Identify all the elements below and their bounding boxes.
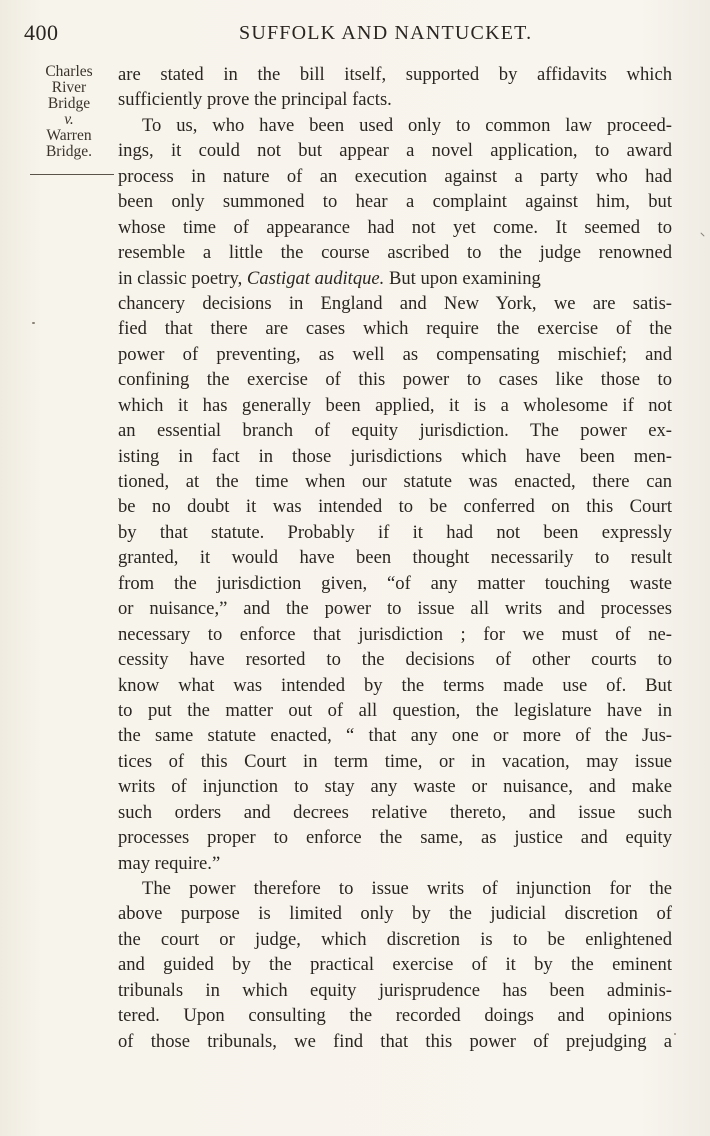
margin-note-line: Warren <box>46 127 92 144</box>
text-line: of those tribunals, we find that this power of prejudging a <box>118 1030 672 1052</box>
text-line: by that statute. Probably if it had not been expressly <box>118 521 672 543</box>
text-line: isting in fact in those jurisdictions which have been men- <box>118 445 672 467</box>
page-number: 400 <box>24 20 59 45</box>
paper-speck <box>32 322 35 324</box>
text-line: the same statute enacted, “ that any one or more of the Jus- <box>118 725 672 747</box>
margin-case-note <box>26 64 112 160</box>
text-line: chancery decisions in England and New York, we are satis- <box>118 292 672 314</box>
margin-note-line: v. <box>64 111 74 128</box>
text-line: may require.” <box>118 852 221 874</box>
text-line: from the jurisdiction given, “of any matter touching waste <box>118 572 672 594</box>
margin-note-line: Bridge <box>47 95 91 112</box>
margin-divider <box>30 174 114 175</box>
paper-speck <box>674 1033 676 1035</box>
text-line: fied that there are cases which require the exercise of the <box>118 318 672 340</box>
latin-quotation: Castigat auditque. <box>246 267 385 289</box>
text-line: process in nature of an execution against a party who had <box>118 165 672 187</box>
page-header <box>24 20 664 50</box>
text-line: cessity have resorted to the decisions of other courts to <box>118 649 672 671</box>
text-line: necessary to enforce that jurisdiction ; for we must of ne- <box>118 623 672 645</box>
text-line: tribunals in which equity jurisprudence has been adminis- <box>118 979 672 1001</box>
text-line: whose time of appearance had not yet come. It seemed to <box>118 216 672 238</box>
text-line: are stated in the bill itself, supported by affidavits which <box>118 64 672 85</box>
text-line: tices of this Court in term time, or in vacation, may issue <box>118 750 672 772</box>
text-run: in classic poetry, <box>118 267 247 289</box>
text-line: or nuisance,” and the power to issue all writs and processes <box>118 598 672 620</box>
text-run: But upon examining <box>384 267 541 289</box>
text-line: The power therefore to issue writs of injunction for the <box>142 878 672 899</box>
text-line: processes proper to enforce the same, as justice and equity <box>118 827 672 849</box>
text-line: above purpose is limited only by the judicial discretion of <box>118 903 672 925</box>
text-line: writs of injunction to stay any waste or nuisance, and make <box>118 776 672 798</box>
text-line: power of preventing, as well as compensating mischief; and <box>118 343 672 365</box>
margin-note-line: River <box>51 79 87 96</box>
text-line: which it has generally been applied, it is a wholesome if not <box>118 394 672 416</box>
text-line: granted, it would have been thought necessarily to result <box>118 547 672 569</box>
text-line: the court or judge, which discretion is to be enlightened <box>118 928 672 950</box>
running-head: SUFFOLK AND NANTUCKET. <box>239 22 533 44</box>
text-line: know what was intended by the terms made use of. But <box>118 674 672 696</box>
text-line: sufficiently prove the principal facts. <box>118 89 392 111</box>
margin-note-line: Charles <box>45 63 93 80</box>
text-line: tered. Upon consulting the recorded doings and opinions <box>118 1005 672 1027</box>
text-line: To us, who have been used only to common law proceed- <box>142 114 672 136</box>
text-line: to put the matter out of all question, the legislature have in <box>118 699 672 721</box>
text-line: be no doubt it was intended to be conferred on this Court <box>118 496 672 518</box>
text-line: ings, it could not but appear a novel application, to award <box>118 140 672 162</box>
text-line: tioned, at the time when our statute was enacted, there can <box>118 471 672 492</box>
text-line: and guided by the practical exercise of it by the eminent <box>118 954 672 976</box>
text-line: confining the exercise of this power to cases like those to <box>118 369 672 391</box>
text-line: an essential branch of equity jurisdiction. The power ex- <box>118 420 672 442</box>
paper-speck <box>700 232 704 236</box>
margin-note-line: Bridge. <box>45 143 93 160</box>
text-line: been only summoned to hear a complaint against him, but <box>118 191 672 213</box>
text-line: resemble a little the course ascribed to the judge renowned <box>118 242 672 264</box>
text-line <box>118 266 672 291</box>
text-line: such orders and decrees relative thereto, and issue such <box>118 801 672 823</box>
body-text <box>118 62 672 1054</box>
